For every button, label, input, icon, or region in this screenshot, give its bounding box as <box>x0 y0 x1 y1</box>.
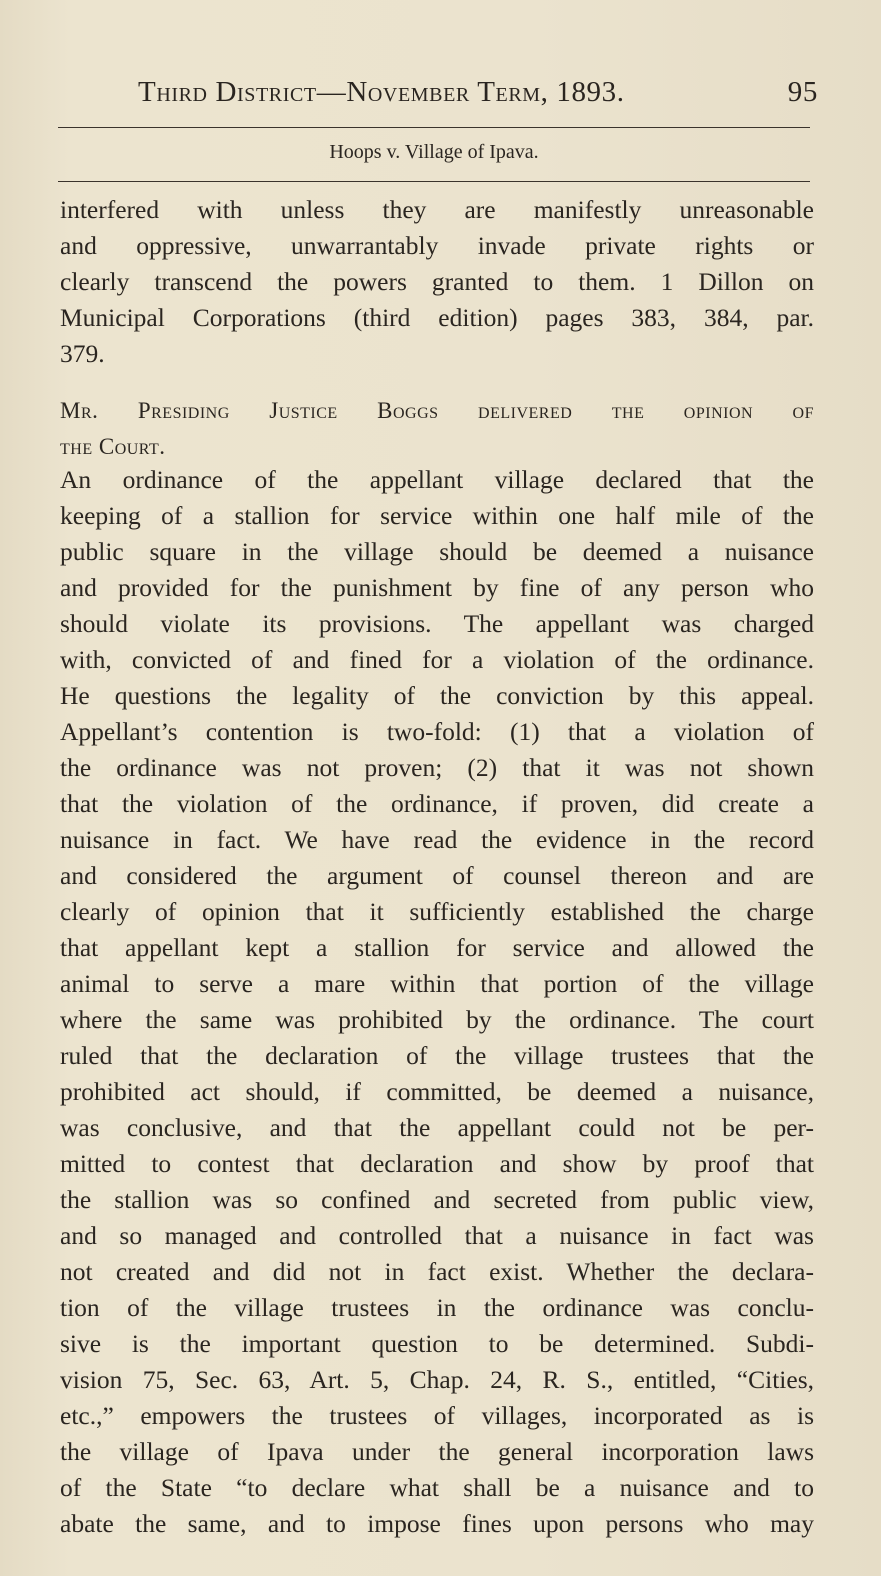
text-line: public square in the village should be deemed a nuisance <box>60 537 814 566</box>
text-line: where the same was prohibited by the ordinance. The court <box>60 1005 814 1034</box>
running-head <box>138 72 818 116</box>
text-line: should violate its provisions. The appellant was charged <box>60 609 814 638</box>
text-line: clearly transcend the powers granted to them. 1 Dillon on <box>60 267 814 296</box>
text-line: mitted to contest that declaration and show by proof that <box>60 1149 814 1178</box>
opinion-body <box>60 462 814 1542</box>
text-line: with, convicted of and fined for a violation of the ordinance. <box>60 645 814 674</box>
text-line: the ordinance was not proven; (2) that it was not shown <box>60 753 814 782</box>
text-line: An ordinance of the appellant village declared that the <box>60 465 814 494</box>
text-line: etc.,” empowers the trustees of villages, incorporated as is <box>60 1401 814 1430</box>
text-line: abate the same, and to impose fines upon persons who may <box>60 1509 814 1538</box>
text-line: He questions the legality of the conviction by this appeal. <box>60 681 814 710</box>
page-number: 95 <box>787 76 818 108</box>
text-line: tion of the village trustees in the ordinance was conclu- <box>60 1293 814 1322</box>
header-rule-bottom <box>58 181 810 182</box>
text-line: ruled that the declaration of the village trustees that the <box>60 1041 814 1070</box>
text-line: sive is the important question to be determined. Subdi- <box>60 1329 814 1358</box>
heading-line: Mr. Presiding Justice Boggs delivered the opinion of <box>60 398 814 423</box>
text-line: of the State “to declare what shall be a nuisance and to <box>60 1473 814 1502</box>
text-line: interfered with unless they are manifestly unreasonable <box>60 195 814 224</box>
text-line: nuisance in fact. We have read the evidence in the record <box>60 825 814 854</box>
text-line: and provided for the punishment by fine of any person who <box>60 573 814 602</box>
text-line: Appellant’s contention is two-fold: (1) that a violation of <box>60 717 814 746</box>
text-line: keeping of a stallion for service within one half mile of the <box>60 501 814 530</box>
heading-line: the Court. <box>60 434 166 459</box>
case-caption: Hoops v. Village of Ipava. <box>329 141 539 163</box>
header-rule-top <box>58 127 810 128</box>
text-line: animal to serve a mare within that portion of the village <box>60 969 814 998</box>
text-line: and oppressive, unwarrantably invade private rights or <box>60 231 814 260</box>
text-line: vision 75, Sec. 63, Art. 5, Chap. 24, R. S., entitled, “Cities, <box>60 1365 814 1394</box>
intro-paragraph <box>60 192 814 372</box>
text-line: that appellant kept a stallion for service and allowed the <box>60 933 814 962</box>
text-line: was conclusive, and that the appellant could not be per- <box>60 1113 814 1142</box>
text-line: the stallion was so confined and secreted from public view, <box>60 1185 814 1214</box>
text-line: clearly of opinion that it sufficiently established the charge <box>60 897 814 926</box>
running-title: Third District—November Term, 1893. <box>138 76 625 108</box>
text-line: and so managed and controlled that a nuisance in fact was <box>60 1221 814 1250</box>
text-line: not created and did not in fact exist. Whether the declara- <box>60 1257 814 1286</box>
text-line: 379. <box>60 339 105 368</box>
text-line: prohibited act should, if committed, be deemed a nuisance, <box>60 1077 814 1106</box>
text-line: that the violation of the ordinance, if proven, did create a <box>60 789 814 818</box>
text-line: and considered the argument of counsel thereon and are <box>60 861 814 890</box>
text-line: Municipal Corporations (third edition) pages 383, 384, par. <box>60 303 814 332</box>
opinion-heading <box>60 393 814 465</box>
text-line: the village of Ipava under the general incorporation laws <box>60 1437 814 1466</box>
